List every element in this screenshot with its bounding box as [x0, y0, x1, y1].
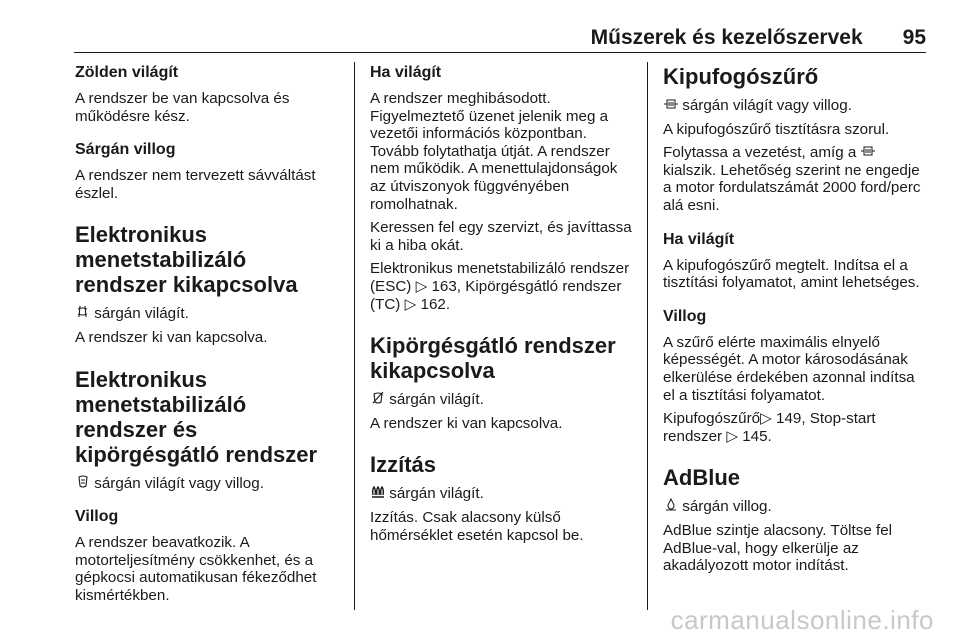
ref-text-2: 163, Kipörgésgátló rendszer (TC) — [370, 277, 622, 313]
esc-tc-status-line — [75, 475, 340, 493]
dpf-status-line — [663, 97, 928, 115]
adblue-status: sárgán villog. — [682, 498, 772, 516]
adblue-icon — [663, 498, 678, 516]
tc-off-icon — [370, 391, 385, 409]
heading-if-lit-dpf: Ha világít — [663, 230, 735, 248]
dpf-ref-text-2: 149, Stop-start rendszer — [663, 410, 876, 445]
heading-esc-off: Elektronikus menetstabilizáló rendszer kikapcsolva — [75, 222, 298, 298]
column-1 — [75, 64, 340, 611]
text-preheat: Izzítás. Csak alacsony külső hőmérséklet esetén kapcsol be. — [370, 508, 584, 544]
adblue-status-line — [663, 498, 928, 516]
watermark: carmanualsonline.info — [670, 605, 934, 635]
heading-dpf: Kipufogószűrő — [663, 64, 819, 89]
text-esc-off: A rendszer ki van kapcsolva. — [75, 328, 268, 346]
esc-off-status-line — [75, 305, 340, 323]
text-dpf-drive — [663, 144, 928, 214]
preheat-status-line — [370, 485, 635, 503]
tc-off-status: sárgán világít. — [389, 391, 484, 409]
ref-text-1: Elektronikus menetstabilizáló rendszer (ESC) — [370, 260, 630, 295]
text-green-lit: A rendszer be van kapcsolva és működésre kész. — [75, 90, 290, 125]
glow-plug-icon — [370, 485, 385, 503]
heading-if-lit: Ha világít — [370, 64, 442, 81]
page-header-title: Műszerek és kezelőszervek — [590, 26, 863, 49]
heading-flashing: Villog — [75, 508, 119, 526]
text-adblue: AdBlue szintje alacsony. Töltse fel AdBlue-val, hogy elkerülje az akadályozott motor indítást. — [663, 521, 893, 575]
esc-off-status: sárgán világít. — [94, 305, 189, 323]
dpf-ref-text-3: 145. — [738, 427, 772, 445]
dpf-drive-text-1: Folytassa a vezetést, amíg a — [663, 144, 861, 162]
heading-adblue: AdBlue — [663, 465, 740, 491]
reference-arrow-icon: ▷ — [726, 427, 738, 445]
heading-green-lit: Zölden világít — [75, 64, 179, 81]
text-dpf-flashing: A szűrő elérte maximális elnyelő képességét. A motor károsodásának elkerülése érdekében azonnal indítsa el a tisztítási folyamatot. — [663, 333, 915, 404]
column-2 — [370, 64, 635, 550]
text-fault: A rendszer meghibásodott. Figyelmeztető üzenet jelenik meg a vezetői információs központban. Tovább folytathatja útját. A rendszer nem működik. A menettulajdonságok az útviszonyok függvényében romolhatnak. — [370, 90, 618, 213]
heading-esc-tc: Elektronikus menetstabilizáló rendszer és kipörgésgátló rendszer — [75, 366, 318, 467]
text-dpf-clean: A kipufogószűrő tisztításra szorul. — [663, 120, 890, 138]
tc-off-status-line — [370, 391, 635, 409]
text-references — [370, 260, 635, 313]
text-yellow-flashing: A rendszer nem tervezett sávváltást észlel. — [75, 167, 316, 202]
text-service: Keressen fel egy szervizt, és javíttassa ki a hiba okát. — [370, 219, 632, 254]
header-divider — [74, 52, 926, 53]
heading-tc-off: Kipörgésgátló rendszer kikapcsolva — [370, 333, 616, 384]
dpf-status: sárgán világít vagy villog. — [682, 97, 852, 114]
heading-preheat: Izzítás — [370, 452, 437, 478]
text-dpf-lit: A kipufogószűrő megtelt. Indítsa el a tisztítási folyamatot, amint lehetséges. — [663, 256, 920, 292]
exhaust-filter-icon — [663, 97, 678, 115]
column-divider-2 — [647, 62, 648, 610]
reference-arrow-icon: ▷ — [404, 295, 417, 313]
esc-tc-icon — [75, 475, 90, 493]
column-3 — [663, 64, 928, 581]
dpf-drive-text-2: kialszik. Lehetőség szerint ne engedje a motor fordulatszámát 2000 ford/perc alá esni. — [663, 161, 921, 214]
page-number: 95 — [902, 26, 926, 49]
page-header — [74, 26, 926, 50]
text-dpf-references — [663, 410, 928, 445]
reference-arrow-icon: ▷ — [760, 410, 772, 428]
heading-flashing-dpf: Villog — [663, 307, 707, 325]
esc-tc-status: sárgán világít vagy villog. — [94, 474, 264, 492]
esc-off-icon — [75, 305, 90, 323]
text-flashing: A rendszer beavatkozik. A motorteljesítmény csökkenhet, és a gépkocsi automatikusan fékeződhet kismértékben. — [75, 534, 317, 604]
text-tc-off: A rendszer ki van kapcsolva. — [370, 414, 563, 432]
dpf-ref-text-1: Kipufogószűrő — [663, 410, 761, 428]
column-divider-1 — [354, 62, 355, 610]
reference-arrow-icon: ▷ — [415, 277, 428, 295]
exhaust-filter-icon — [861, 144, 876, 162]
preheat-status: sárgán világít. — [389, 485, 484, 503]
ref-text-3: 162. — [416, 295, 451, 313]
heading-yellow-flashing: Sárgán villog — [75, 141, 176, 159]
